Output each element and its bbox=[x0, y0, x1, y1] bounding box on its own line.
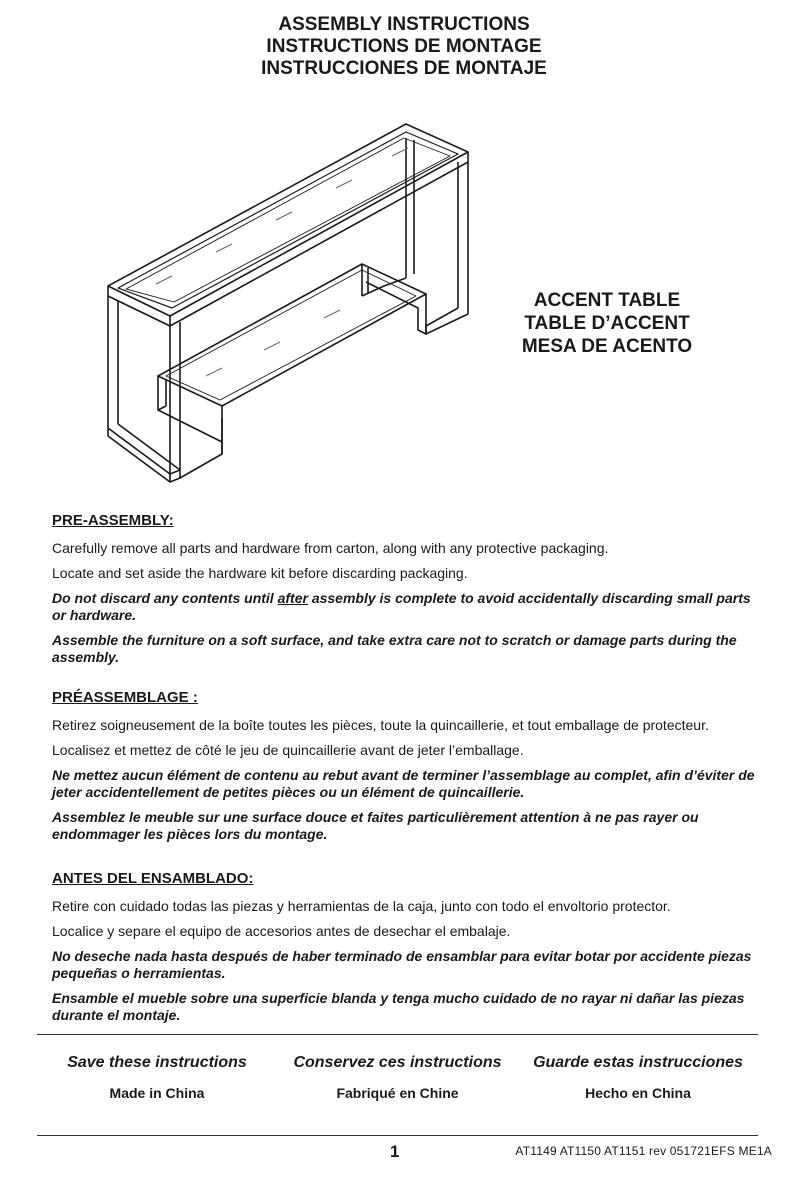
title-english: ASSEMBLY INSTRUCTIONS bbox=[278, 14, 530, 35]
made-spanish: Hecho en China bbox=[585, 1085, 691, 1101]
made-french: Fabriqué en Chine bbox=[336, 1085, 459, 1101]
instruction-line: Carefully remove all parts and hardware from carton, along with any protective packaging. bbox=[52, 540, 609, 556]
document-title bbox=[0, 14, 808, 80]
footer-divider bbox=[37, 1135, 758, 1136]
divider bbox=[37, 1034, 758, 1035]
section-pre-assembly-fr bbox=[52, 689, 762, 851]
section-pre-assembly-es bbox=[52, 870, 762, 1032]
title-spanish: INSTRUCCIONES DE MONTAJE bbox=[261, 58, 547, 79]
product-name-french: TABLE D’ACCENT bbox=[524, 313, 690, 334]
made-in-row bbox=[37, 1085, 758, 1101]
save-instructions-row bbox=[37, 1054, 758, 1072]
warning-text: assembly is complete to avoid accidentally discarding small parts or hardware. bbox=[52, 590, 751, 623]
warning-line bbox=[52, 590, 762, 624]
instruction-line: Retirez soigneusement de la boîte toutes les pièces, toute la quincaillerie, et tout emballage de protecteur. bbox=[52, 717, 709, 733]
instruction-line: Retire con cuidado todas las piezas y herramientas de la caja, junto con todo el envoltorio protector. bbox=[52, 898, 671, 914]
product-name-english: ACCENT TABLE bbox=[533, 290, 681, 311]
warning-line: Assemble the furniture on a soft surface, and take extra care not to scratch or damage parts during the assembly. bbox=[52, 632, 737, 665]
warning-line: No deseche nada hasta después de haber terminado de ensamblar para evitar botar por accidente piezas pequeñas o herramientas. bbox=[52, 948, 752, 981]
instruction-line: Localice y separe el equipo de accesorios antes de desechar el embalaje. bbox=[52, 923, 511, 939]
warning-underlined: after bbox=[277, 590, 308, 606]
warning-line: Assemblez le meuble sur une surface douce et faites particulièrement attention à ne pas rayer ou endommager les pièces lors du montage. bbox=[52, 809, 699, 842]
page-number: 1 bbox=[390, 1142, 400, 1161]
section-heading: ANTES DEL ENSAMBLADO: bbox=[52, 870, 254, 887]
save-spanish: Guarde estas instrucciones bbox=[533, 1054, 743, 1071]
warning-text: Do not discard any contents until bbox=[52, 590, 278, 606]
section-heading: PRÉASSEMBLAGE : bbox=[52, 689, 198, 706]
save-english: Save these instructions bbox=[67, 1054, 247, 1071]
product-name-spanish: MESA DE ACENTO bbox=[521, 336, 693, 357]
instruction-line: Localisez et mettez de côté le jeu de quincaillerie avant de jeter l’emballage. bbox=[52, 742, 524, 758]
warning-line: Ensamble el mueble sobre una superficie blanda y tenga mucho cuidado de no rayar ni dañar las piezas durante el montaje. bbox=[52, 990, 745, 1023]
made-english: Made in China bbox=[109, 1085, 205, 1101]
product-name bbox=[492, 289, 722, 358]
warning-line: Ne mettez aucun élément de contenu au rebut avant de terminer l’assemblage au complet, afin d’éviter de jeter accidentellement de petites pièces ou un élément de quincaillerie. bbox=[52, 767, 755, 800]
accent-table-illustration bbox=[96, 118, 476, 488]
section-pre-assembly-en bbox=[52, 512, 762, 674]
product-codes: AT1149 AT1150 AT1151 rev 051721EFS ME1A bbox=[515, 1144, 772, 1158]
instruction-line: Locate and set aside the hardware kit before discarding packaging. bbox=[52, 565, 468, 581]
save-french: Conservez ces instructions bbox=[293, 1054, 502, 1071]
section-heading: PRE-ASSEMBLY: bbox=[52, 512, 174, 529]
title-french: INSTRUCTIONS DE MONTAGE bbox=[266, 36, 542, 57]
